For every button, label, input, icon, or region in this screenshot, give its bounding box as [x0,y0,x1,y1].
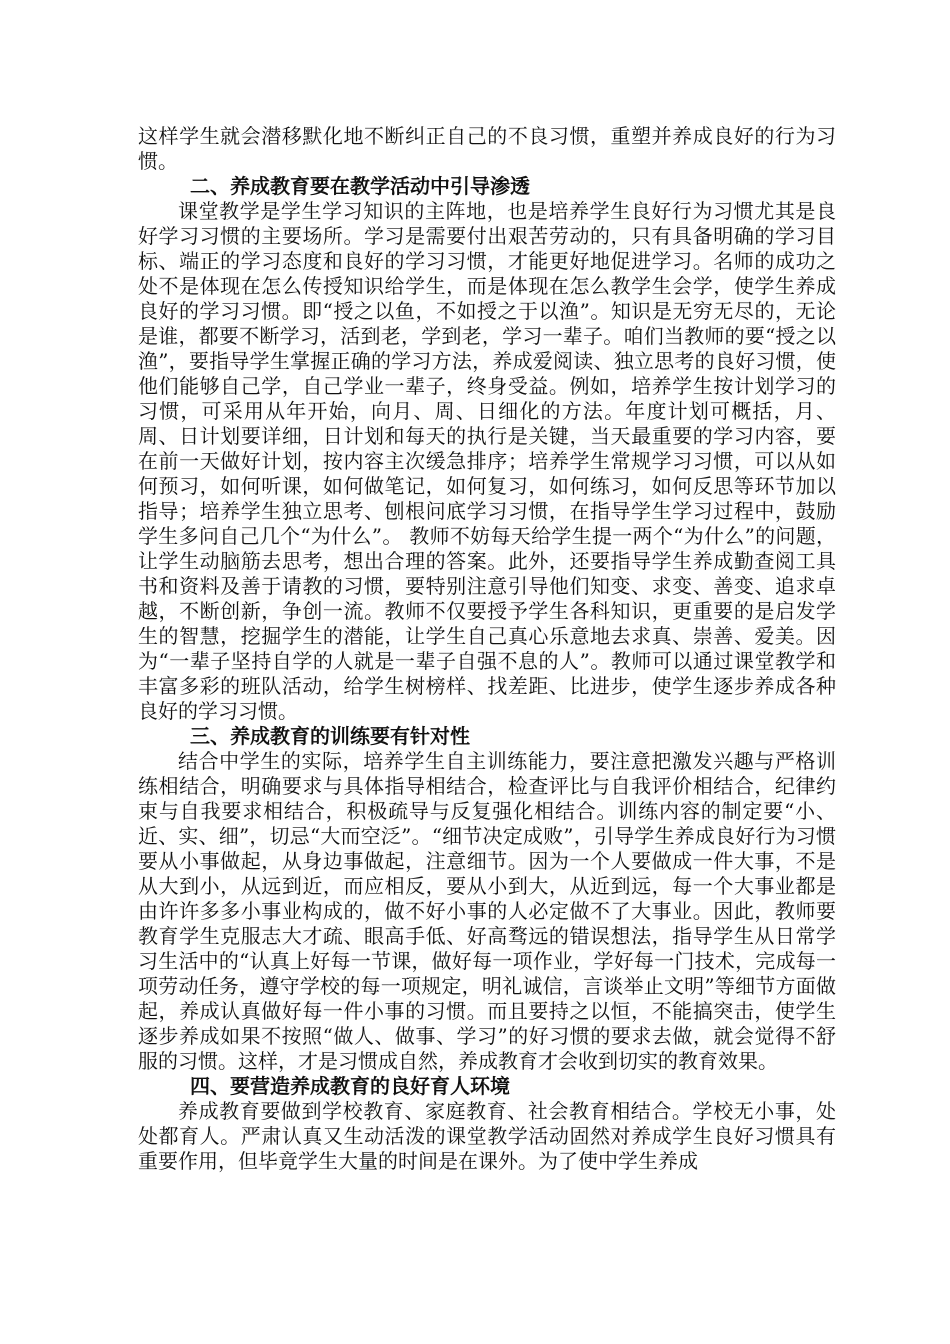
paragraph-section-3: 结合中学生的实际，培养学生自主训练能力，要注意把激发兴趣与严格训练相结合，明确要求与具体指导相结合，检查评比与自我评价相结合，纪律约束与自我要求相结合，积极疏导与反复强化相结合。训练内容的制定要“小、近、实、细”，切忌“大而空泛”。“细节决定成败”，引导学生养成良好行为习惯要从小事做起，从身边事做起，注意细节。因为一个人要做成一件大事，不是从大到小，从远到近，而应相反，要从小到大，从近到远，每一个大事业都是由许许多多小事业构成的，做不好小事的人必定做不了大事业。因此，教师要教育学生克服志大才疏、眼高手低、好高骛远的错误想法，指导学生从日常学习生活中的“认真上好每一节课，做好每一项作业，学好每一门技术，完成每一项劳动任务，遵守学校的每一项规定，明礼诚信，言谈举止文明”等细节方面做起，养成认真做好每一件小事的习惯。而且要持之以恒，不能搞突击，使学生逐步养成如果不按照“做人、做事、学习”的好习惯的要求去做，就会觉得不舒服的习惯。这样，才是习惯成自然，养成教育才会收到切实的教育效果。 [138,749,836,1073]
section-heading-2: 二、养成教育要在教学活动中引导渗透 [190,174,530,198]
document-page [138,124,836,1174]
section-heading-4: 四、要营造养成教育的良好育人环境 [190,1074,510,1098]
paragraph-section-4: 养成教育要做到学校教育、家庭教育、社会教育相结合。学校无小事，处处都育人。严肃认真又生动活泼的课堂教学活动固然对养成学生良好习惯具有重要作用，但毕竟学生大量的时间是在课外。为了使中学生养成 [138,1099,836,1173]
section-heading-3: 三、养成教育的训练要有针对性 [190,724,470,748]
paragraph-continuation: 这样学生就会潜移默化地不断纠正自己的不良习惯，重塑并养成良好的行为习惯。 [138,124,836,173]
paragraph-section-2: 课堂教学是学生学习知识的主阵地，也是培养学生良好行为习惯尤其是良好学习习惯的主要场所。学习是需要付出艰苦劳动的，只有具备明确的学习目标、端正的学习态度和良好的学习习惯，才能更好地促进学习。名师的成功之处不是体现在怎么传授知识给学生，而是体现在怎么教学生会学，使学生养成良好的学习习惯。即“授之以鱼，不如授之于以渔”。知识是无穷无尽的，无论是谁，都要不断学习，活到老，学到老，学习一辈子。咱们当教师的要“授之以渔”，要指导学生掌握正确的学习方法，养成爱阅读、独立思考的良好习惯，使他们能够自己学，自己学业一辈子，终身受益。例如，培养学生按计划学习的习惯，可采用从年开始，向月、周、日细化的方法。年度计划可概括，月、周、日计划要详细，日计划和每天的执行是关键，当天最重要的学习内容，要在前一天做好计划，按内容主次缓急排序；培养学生常规学习习惯，可以从如何预习，如何听课，如何做笔记，如何复习，如何练习，如何反思等环节加以指导；培养学生独立思考、刨根问底学习习惯，在指导学生学习过程中，鼓励学生多问自己几个“为什么”。 教师不妨每天给学生提一两个“为什么”的问题，让学生动脑筋去思考，想出合理的答案。此外，还要指导学生养成勤查阅工具书和资料及善于请教的习惯，要特别注意引导他们知变、求变、善变、追求卓越，不断创新，争创一流。教师不仅要授予学生各科知识，更重要的是启发学生的智慧，挖掘学生的潜能，让学生自己真心乐意地去求真、崇善、爱美。因为“一辈子坚持自学的人就是一辈子自强不息的人”。教师可以通过课堂教学和丰富多彩的班队活动，给学生树榜样、找差距、比进步，使学生逐步养成各种良好的学习习惯。 [138,199,836,723]
